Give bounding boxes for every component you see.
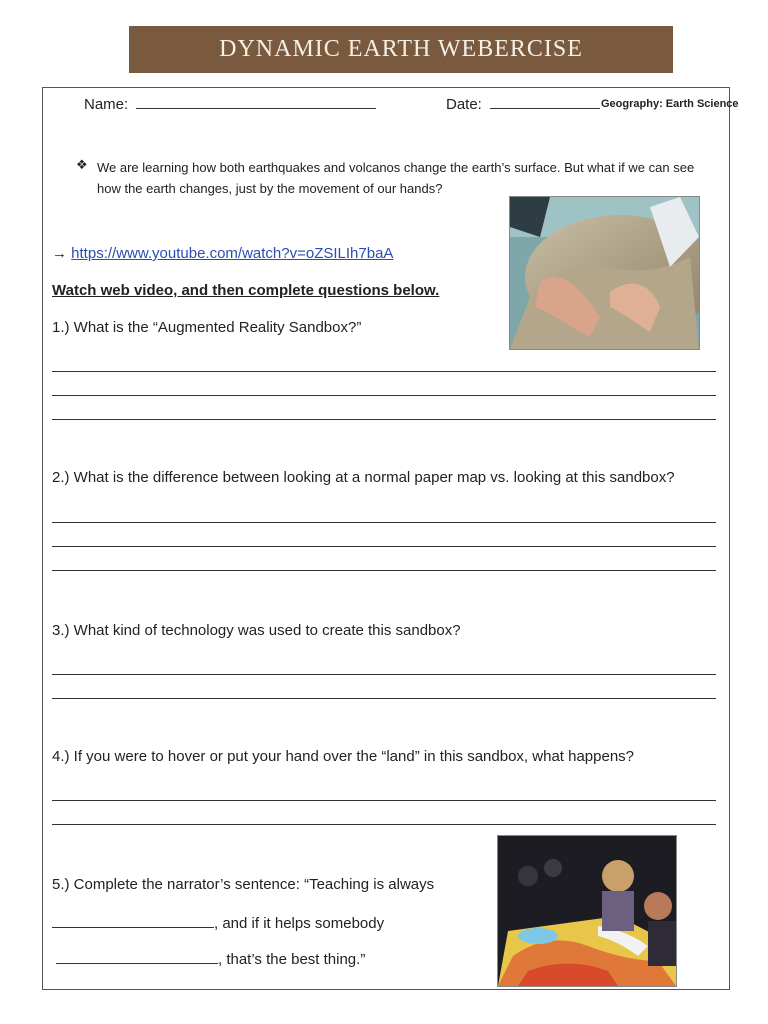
question-5-text-3: , that’s the best thing.” [218,951,366,968]
diamond-bullet-icon: ❖ [76,157,88,172]
question-1: 1.) What is the “Augmented Reality Sandbox?” [52,319,362,336]
name-label: Name: [84,96,129,113]
answer-line[interactable] [52,419,716,420]
question-2: 2.) What is the difference between looking at a normal paper map vs. looking at this sandbox? [52,469,675,486]
instructions: Watch web video, and then complete questions below. [52,282,440,299]
answer-line[interactable] [52,395,716,396]
answer-line[interactable] [52,800,716,801]
page-title-banner [129,26,673,73]
name-field[interactable] [84,94,376,113]
teaching-blank-2[interactable] [56,949,218,964]
date-label: Date: [446,96,482,113]
question-5-line-2 [52,913,384,932]
date-field[interactable] [446,94,600,113]
name-blank[interactable] [136,94,376,109]
intro-text: We are learning how both earthquakes and volcanos change the earth’s surface. But what if we can see how the earth changes, just by the movement of our hands? [97,160,695,196]
answer-line[interactable] [52,698,716,699]
answer-line[interactable] [52,371,716,372]
answer-line[interactable] [52,824,716,825]
page-title: DYNAMIC EARTH WEBERCISE [219,36,583,62]
answer-line[interactable] [52,546,716,547]
teaching-blank-1[interactable] [52,913,214,928]
students-sandbox-photo [497,835,677,987]
video-link-row[interactable] [52,245,393,262]
question-4: 4.) If you were to hover or put your hand over the “land” in this sandbox, what happens? [52,748,635,765]
question-5-text-2: , and if it helps somebody [214,915,385,932]
subject-label: Geography: Earth Science [601,98,739,110]
sandbox-hands-photo [509,196,700,350]
answer-line[interactable] [52,522,716,523]
date-blank[interactable] [490,94,600,109]
arrow-right-icon: → [52,245,67,262]
question-3: 3.) What kind of technology was used to create this sandbox? [52,622,461,639]
question-5-line-3 [56,949,365,968]
answer-line[interactable] [52,570,716,571]
answer-line[interactable] [52,674,716,675]
youtube-link[interactable]: https://www.youtube.com/watch?v=oZSILIh7baA [71,245,394,262]
question-5-line-1: 5.) Complete the narrator’s sentence: “Teaching is always [52,876,435,893]
